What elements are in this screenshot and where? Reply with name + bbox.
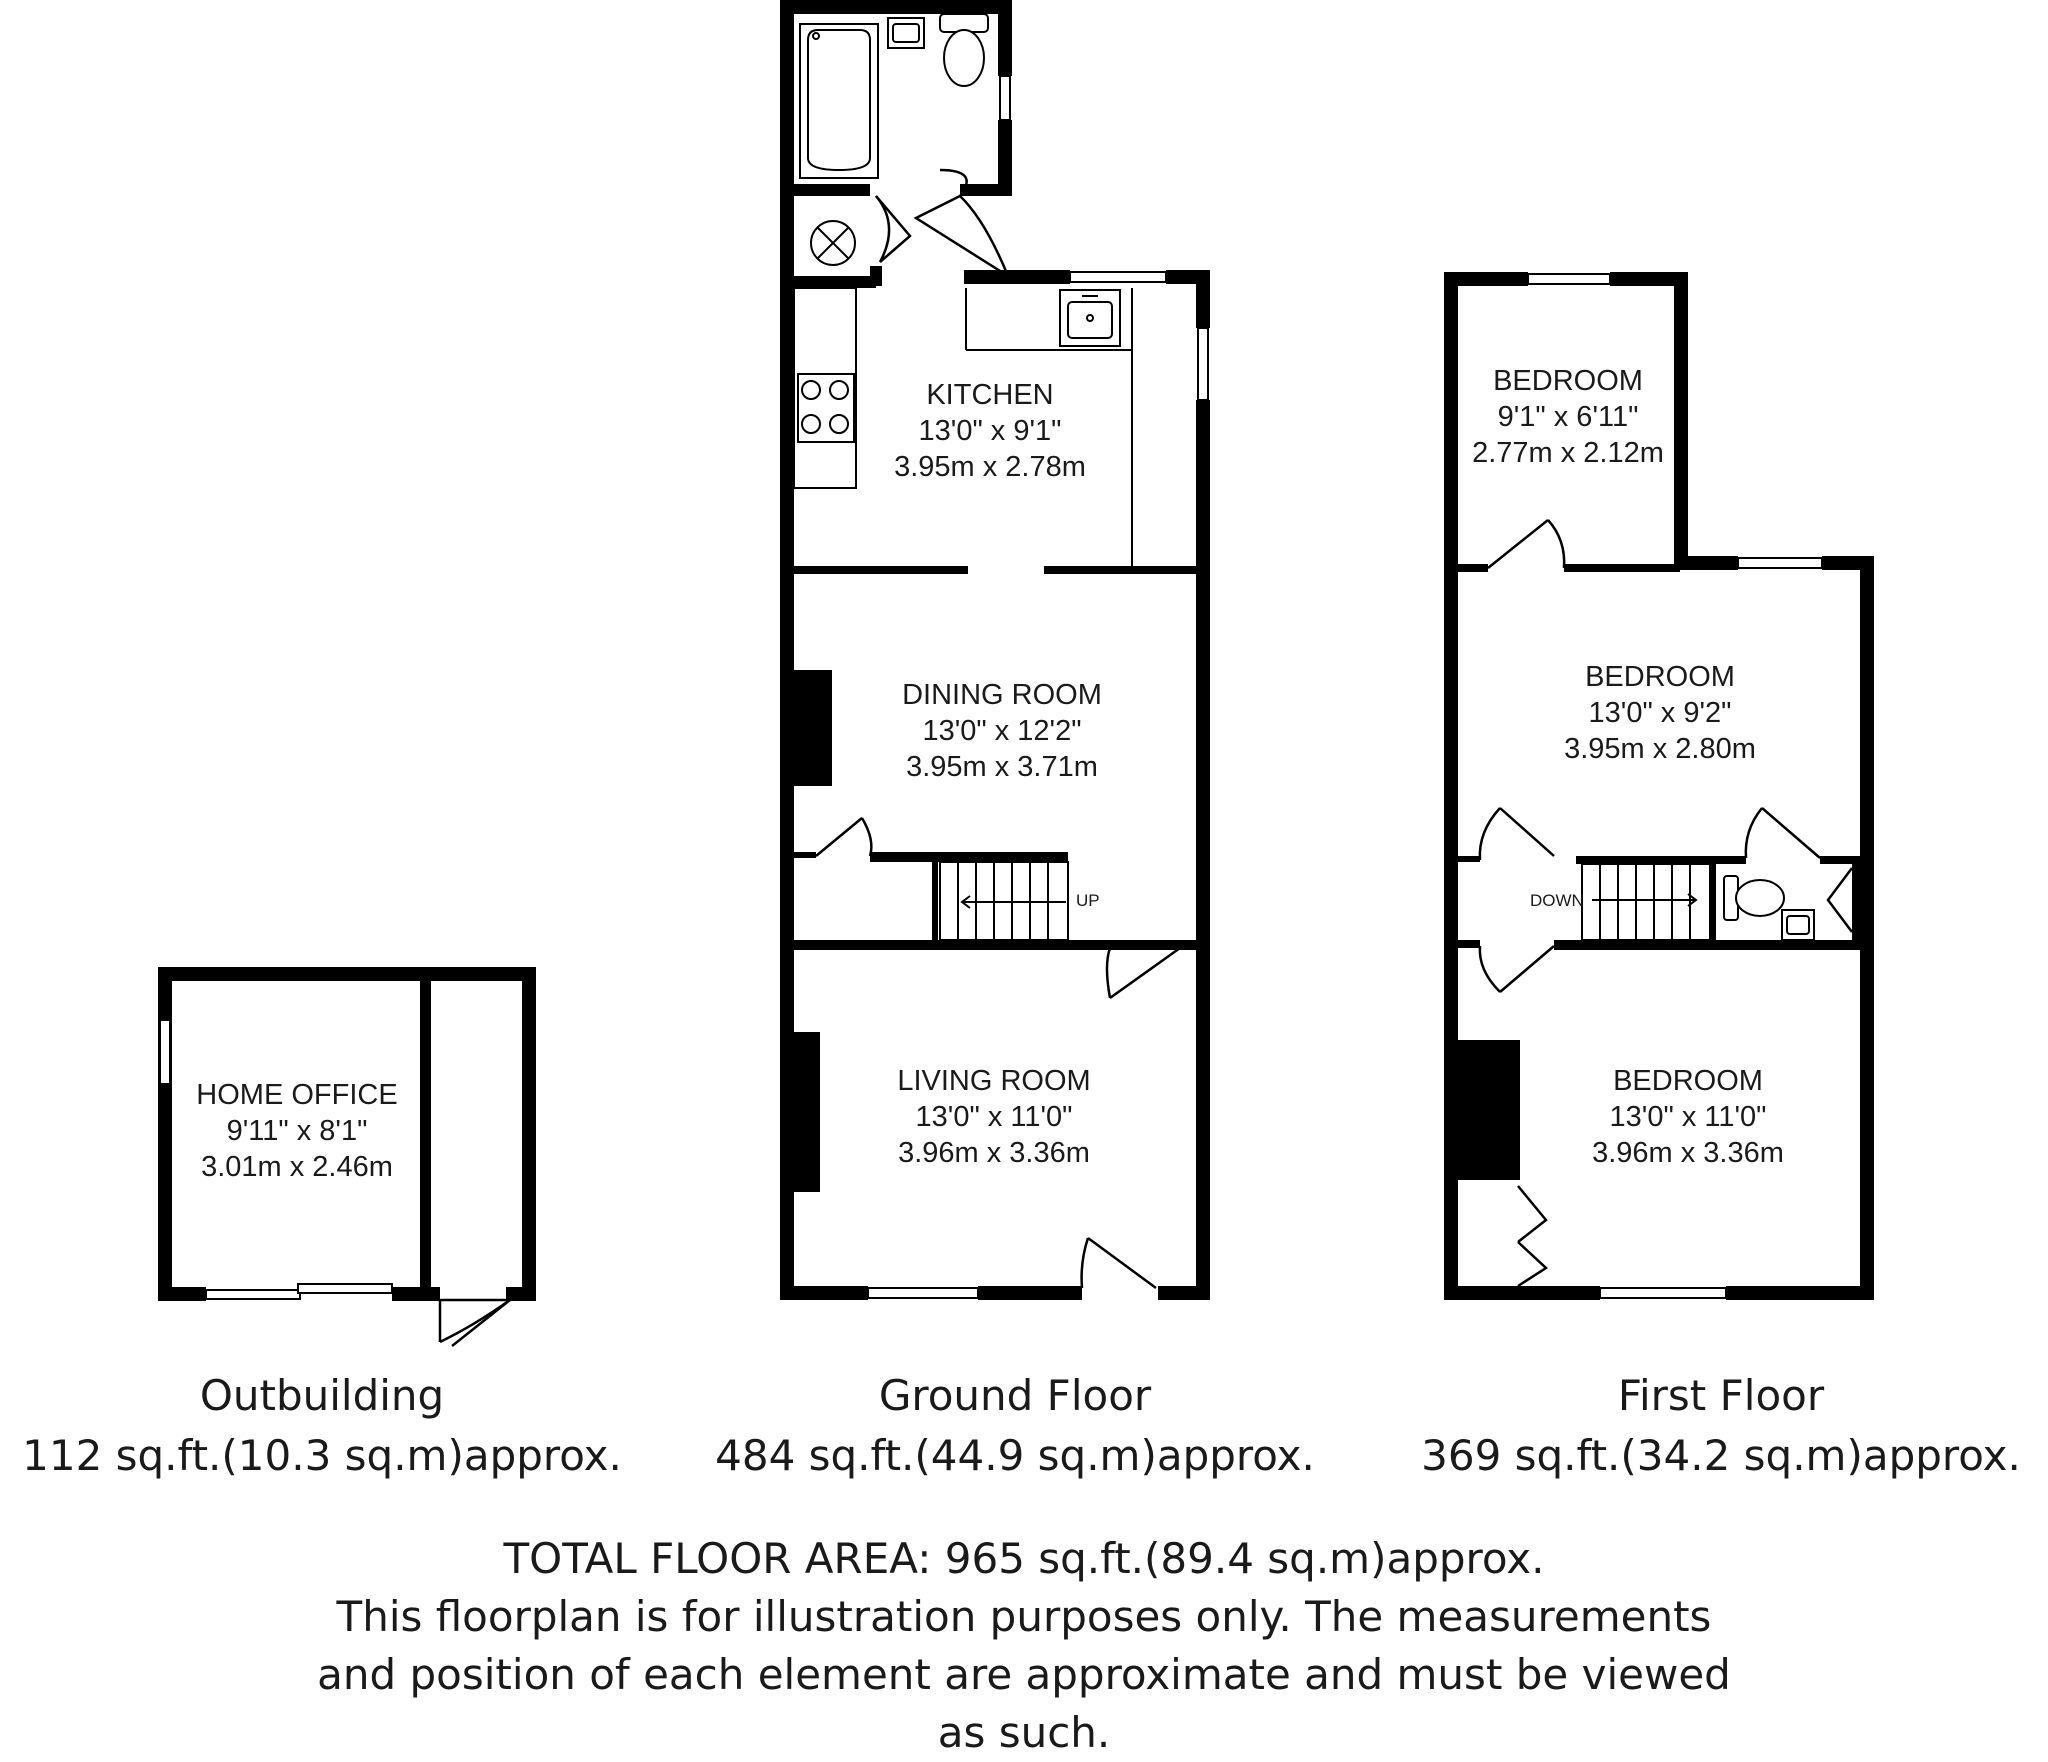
staircase-icon — [940, 862, 1068, 940]
chimney-breast — [794, 670, 832, 786]
room-size-imperial: 13'0" x 9'2" — [1588, 697, 1732, 729]
room-size-metric: 3.95m x 2.80m — [1564, 733, 1756, 765]
door-swing-icon — [1107, 948, 1180, 998]
window-icon — [1198, 328, 1208, 400]
sliding-door-icon — [206, 1284, 392, 1299]
window-icon — [1600, 1288, 1726, 1298]
room-size-metric: 3.01m x 2.46m — [201, 1151, 393, 1183]
stairs-down-label: DOWN — [1530, 891, 1584, 910]
room-name: BEDROOM — [1613, 1065, 1763, 1097]
room-size-imperial: 9'11" x 8'1" — [226, 1115, 368, 1147]
window-icon — [160, 1020, 170, 1084]
chimney-breast — [794, 1032, 820, 1192]
window-icon — [1070, 272, 1166, 282]
boiler-icon — [811, 221, 855, 265]
toilet-icon — [940, 14, 988, 86]
floor-area: 369 sq.ft.(34.2 sq.m)approx. — [1421, 1431, 2021, 1480]
first-floor-caption — [1396, 1366, 2046, 1486]
total-floor-area: TOTAL FLOOR AREA: 965 sq.ft.(89.4 sq.m)approx. — [503, 1534, 1545, 1583]
door-swing-icon — [1518, 1186, 1546, 1286]
staircase-icon — [1582, 864, 1710, 940]
toilet-icon — [1724, 876, 1784, 920]
room-size-metric: 3.95m x 3.71m — [906, 751, 1098, 783]
door-swing-icon — [440, 1300, 510, 1346]
room-size-metric: 3.95m x 2.78m — [894, 451, 1086, 483]
room-size-metric: 3.96m x 3.36m — [898, 1137, 1090, 1169]
bath-icon — [800, 24, 878, 178]
room-name: LIVING ROOM — [897, 1065, 1091, 1097]
hob-icon — [798, 374, 854, 442]
door-swing-icon — [1488, 520, 1564, 568]
footer-notes — [224, 1530, 1824, 1762]
room-size-imperial: 13'0" x 9'1" — [918, 415, 1062, 447]
floor-area: 112 sq.ft.(10.3 sq.m)approx. — [22, 1431, 622, 1480]
room-size-imperial: 13'0" x 11'0" — [1609, 1101, 1767, 1133]
first-floor-plan — [1444, 272, 1874, 1300]
room-size-imperial: 13'0" x 11'0" — [915, 1101, 1073, 1133]
floor-title: Outbuilding — [199, 1371, 445, 1420]
room-size-imperial: 9'1" x 6'11" — [1497, 401, 1639, 433]
disclaimer-line: This floorplan is for illustration purposes only. The measurements — [336, 1592, 1712, 1641]
window-icon — [1000, 76, 1010, 120]
door-swing-icon — [816, 818, 871, 856]
floor-title: Ground Floor — [878, 1371, 1152, 1420]
outbuilding-plan — [158, 967, 536, 1346]
ground-floor-caption — [690, 1366, 1340, 1486]
chimney-breast — [1458, 1040, 1520, 1180]
window-icon — [868, 1288, 978, 1298]
room-name: KITCHEN — [926, 379, 1054, 411]
room-name: BEDROOM — [1585, 661, 1735, 693]
window-icon — [1738, 558, 1822, 568]
room-name: BEDROOM — [1493, 365, 1643, 397]
basin-icon — [888, 18, 924, 48]
outbuilding-caption — [2, 1366, 642, 1486]
room-size-metric: 2.77m x 2.12m — [1472, 437, 1664, 469]
room-name: HOME OFFICE — [196, 1079, 398, 1111]
room-size-imperial: 13'0" x 12'2" — [922, 715, 1082, 747]
basin-icon — [1782, 910, 1814, 940]
floor-area: 484 sq.ft.(44.9 sq.m)approx. — [715, 1431, 1315, 1480]
disclaimer-line: and position of each element are approximate and must be viewed — [317, 1650, 1731, 1699]
disclaimer-line: as such. — [937, 1708, 1111, 1757]
door-swing-icon — [1082, 1238, 1156, 1288]
stairs-up-label: UP — [1076, 891, 1100, 910]
floor-title: First Floor — [1617, 1371, 1825, 1420]
window-icon — [1528, 274, 1610, 284]
ground-floor-plan — [780, 0, 1210, 1300]
room-name: DINING ROOM — [902, 679, 1102, 711]
room-size-metric: 3.96m x 3.36m — [1592, 1137, 1784, 1169]
sink-icon — [1060, 290, 1120, 346]
